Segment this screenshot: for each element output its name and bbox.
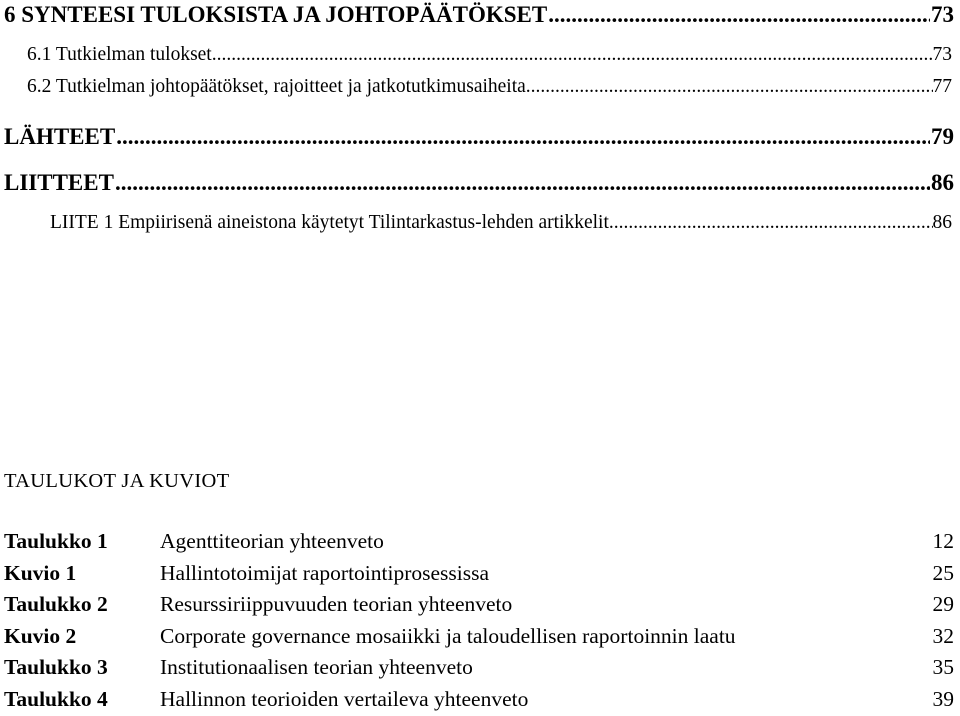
toc-entry-page: 77 [932, 76, 952, 97]
item-description: Agenttiteorian yhteenveto [160, 529, 384, 553]
item-page: 35 [932, 655, 954, 680]
toc-entry-page: 79 [931, 124, 954, 149]
toc-entry-page: 73 [932, 44, 952, 65]
dot-leader [609, 212, 933, 234]
toc-entry-chapter-6 [4, 2, 954, 28]
toc-entry-section-6-1 [27, 44, 952, 66]
dot-leader [212, 44, 933, 66]
toc-entry-page: 73 [931, 2, 954, 27]
toc-entry-page: 86 [931, 170, 954, 195]
item-description: Hallinnon teorioiden vertaileva yhteenveto [160, 686, 529, 711]
item-page: 32 [932, 623, 954, 648]
list-item [4, 526, 954, 558]
toc-entry-lahteet [4, 124, 954, 150]
toc-entry-label: LÄHTEET [4, 124, 116, 149]
toc-entry-label: LIITTEET [4, 170, 114, 195]
toc-entry-label: 6.2 Tutkielman johtopäätökset, rajoitteet ja jatkotutkimusaiheita [27, 76, 526, 97]
item-description: Institutionaalisen teorian yhteenveto [160, 655, 473, 680]
list-item [4, 558, 954, 590]
item-kind: Taulukko 3 [4, 655, 108, 680]
list-item [4, 684, 954, 716]
dot-leader [116, 124, 930, 150]
item-page: 25 [932, 560, 954, 585]
item-description: Resurssiriippuvuuden teorian yhteenveto [160, 592, 513, 617]
figures-tables-heading: TAULUKOT JA KUVIOT [4, 470, 230, 492]
item-kind: Taulukko 2 [4, 592, 108, 617]
toc-entry-liitteet [4, 170, 954, 196]
toc-entry-section-6-2 [27, 76, 952, 98]
dot-leader [115, 170, 930, 196]
toc-entry-label: LIITE 1 Empiirisenä aineistona käytetyt Tilintarkastus-lehden artikkelit [50, 212, 609, 233]
dot-leader [526, 76, 933, 98]
item-kind: Taulukko 4 [4, 686, 108, 711]
item-page: 29 [932, 592, 954, 617]
list-item [4, 652, 954, 684]
item-description: Hallintotoimijat raportointiprosessissa [160, 560, 490, 585]
item-page: 39 [932, 686, 954, 711]
dot-leader [548, 2, 930, 28]
item-description: Corporate governance mosaiikki ja taloudellisen raportoinnin laatu [160, 623, 736, 648]
item-kind: Taulukko 1 [4, 529, 108, 553]
figures-tables-list [4, 526, 954, 716]
toc-entry-liite-1 [50, 212, 952, 234]
item-kind: Kuvio 2 [4, 623, 77, 648]
item-page: 12 [932, 529, 954, 553]
toc-entry-page: 86 [932, 212, 952, 233]
list-item [4, 621, 954, 653]
list-item [4, 589, 954, 621]
toc-entry-label: 6 SYNTEESI TULOKSISTA JA JOHTOPÄÄTÖKSET [4, 2, 548, 27]
toc-entry-label: 6.1 Tutkielman tulokset [27, 44, 212, 65]
item-kind: Kuvio 1 [4, 560, 77, 585]
